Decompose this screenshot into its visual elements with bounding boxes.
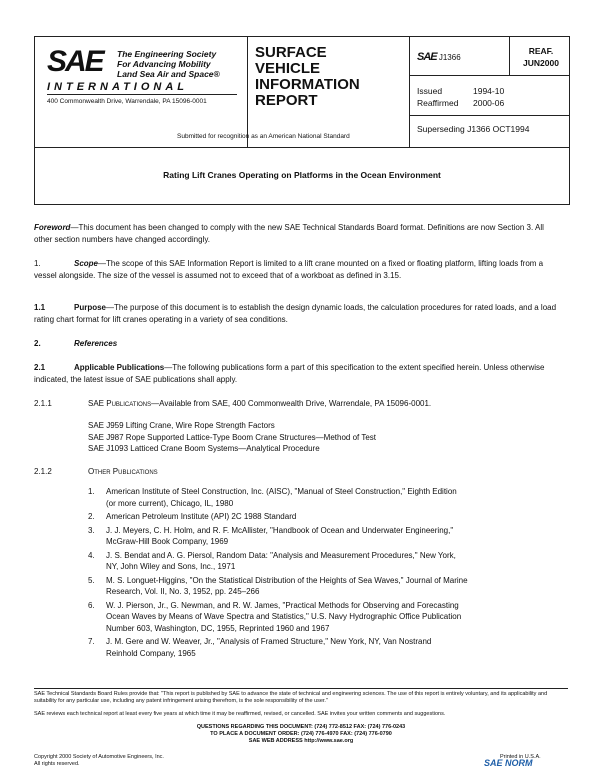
list-item <box>88 525 564 548</box>
section-scope <box>34 258 564 281</box>
list-item <box>88 636 564 659</box>
copyright-line: Copyright 2000 Society of Automotive Engineers, Inc. <box>34 754 164 760</box>
foreword <box>34 222 564 245</box>
footer-review: SAE reviews each technical report at least every five years at which time it may be reaffirmed, revised, or cancelled. SAE invites your written comments and suggestions. <box>34 711 446 717</box>
header-box <box>34 36 570 148</box>
sae-norm-logo: SAE NORM <box>484 758 533 768</box>
divider <box>247 37 248 147</box>
divider <box>47 94 237 95</box>
doc-number-value: J1366 <box>438 53 461 62</box>
tagline-line: For Advancing Mobility <box>117 59 211 69</box>
foreword-text: —This document has been changed to comply with the new SAE Technical Standards Board format. Definitions are now Section 3. All other section numbers have changed accordingly. <box>34 223 544 244</box>
report-type-line: SURFACE <box>255 44 327 61</box>
list-number: 3. <box>88 525 95 535</box>
issued-value: 1994-10 <box>473 86 505 96</box>
list-text: Ocean Waves by Means of Wave Spectra and Statistics," U.S. Navy Hydrographic Office Publication <box>106 612 462 621</box>
doc-number <box>417 51 461 63</box>
section-number: 1. <box>34 259 41 268</box>
sae-tagline <box>117 49 220 79</box>
list-item <box>88 575 564 598</box>
sae-pub-list <box>88 420 376 455</box>
reaffirmed-row <box>417 97 504 109</box>
section-label: Purpose <box>74 303 107 312</box>
list-item: SAE J959 Lifting Crane, Wire Rope Strength Factors <box>88 421 275 430</box>
list-text: Number 603, Washington, DC, 1955, Reprinted 1960 and 1967 <box>106 623 330 633</box>
list-item: SAE J1093 Latticed Crane Boom Systems—Analytical Procedure <box>88 444 320 453</box>
list-text: M. S. Longuet-Higgins, "On the Statistical Distribution of the Heights of Sea Waves," Journal of Marine <box>106 575 468 585</box>
issued-label: Issued <box>417 86 443 96</box>
reaffirmed-label: Reaffirmed <box>417 98 459 108</box>
status-line: REAF. <box>528 46 554 56</box>
list-text: NY, John Wiley and Sons, Inc., 1971 <box>106 562 236 571</box>
list-number: 4. <box>88 550 95 560</box>
footer-policy: SAE Technical Standards Board Rules provide that: "This report is published by SAE to advance the state of technical and engineering sciences. The use of this report is entirely voluntary, and its applicability and suitability for any particular use, including any patent infringement arising therefrom, is the sole responsibility of the user." <box>34 691 548 704</box>
list-number: 5. <box>88 575 95 585</box>
report-type-line: REPORT <box>255 92 318 109</box>
doc-logo: SAE <box>417 51 437 63</box>
list-text: American Institute of Steel Construction, Inc. (AISC), "Manual of Steel Construction," Eighth Edition <box>106 487 457 496</box>
divider <box>509 37 510 75</box>
copyright-line: All rights reserved. <box>34 761 80 767</box>
sae-logo: SAE <box>47 45 103 78</box>
other-pub-list <box>88 486 564 661</box>
section-label: Applicable Publications <box>74 363 165 372</box>
section-sae-pubs <box>88 398 431 410</box>
section-text: —Available from SAE, 400 Commonwealth Drive, Warrendale, PA 15096-0001. <box>151 399 432 408</box>
status-badge <box>515 45 567 69</box>
list-item <box>88 486 564 509</box>
section-number: 2. <box>34 339 41 348</box>
printed-note: Printed in U.S.A. <box>500 754 541 760</box>
report-type-line: VEHICLE <box>255 60 321 77</box>
section-text: —The purpose of this document is to establish the design dynamic loads, the calculation procedures for rated loads, and a load rating chart format for lift cranes operating in a variety of sea conditions. <box>34 303 557 324</box>
list-text: McGraw-Hill Book Company, 1969 <box>106 537 229 546</box>
section-purpose <box>34 302 564 325</box>
footer-questions: QUESTIONS REGARDING THIS DOCUMENT: (724) 772-8512 FAX: (724) 776-0243 <box>196 724 406 730</box>
section-label: References <box>74 339 118 348</box>
list-item <box>88 600 564 635</box>
divider <box>409 75 569 76</box>
list-text: J. S. Bendat and A. G. Piersol, Random Data: "Analysis and Measurement Procedures," New York, <box>106 550 456 560</box>
list-text: J. J. Meyers, C. H. Holm, and R. F. McAllister, "Handbook of Ocean and Underwater Engineering," <box>106 525 454 535</box>
list-text: American Petroleum Institute (API) 2C 1988 Standard <box>106 512 297 521</box>
section-number: 2.1.1 <box>34 399 52 408</box>
list-text: (or more current), Chicago, IL, 1980 <box>106 498 234 508</box>
section-text: —The scope of this SAE Information Report is limited to a lift crane mounted on a fixed or floating platform, lifting loads from a vessel alongside. The size of the vessel is assumed not to exceed that of a workboat as defined in 3.15. <box>34 259 544 280</box>
title-box <box>34 146 570 205</box>
sae-address: 400 Commonwealth Drive, Warrendale, PA 15096-0001 <box>47 98 207 105</box>
divider <box>409 115 569 116</box>
list-item: SAE J987 Rope Supported Lattice-Type Boom Crane Structures—Method of Test <box>88 432 377 442</box>
section-number: 2.1 <box>34 363 46 372</box>
copyright <box>34 754 164 768</box>
section-applicable <box>34 362 564 385</box>
tagline-line: Land Sea Air and Space® <box>117 69 220 79</box>
doc-title: Rating Lift Cranes Operating on Platforms in the Ocean Environment <box>163 170 441 180</box>
list-number: 7. <box>88 637 95 646</box>
submitted-note: Submitted for recognition as an American National Standard <box>177 133 350 140</box>
list-number: 6. <box>88 600 95 610</box>
list-text: W. J. Pierson, Jr., G. Newman, and R. W. James, "Practical Methods for Observing and Forecasting <box>106 600 459 610</box>
report-type <box>255 45 360 109</box>
list-text: J. M. Gere and W. Weaver, Jr., "Analysis of Framed Structure," New York, NY, Van Nostrand <box>106 637 432 646</box>
report-type-line: INFORMATION <box>255 76 360 93</box>
footer-divider <box>34 688 568 689</box>
list-number: 1. <box>88 487 95 496</box>
section-number: 2.1.2 <box>34 467 52 476</box>
section-label: Other Publications <box>88 467 158 476</box>
foreword-label: Foreword <box>34 223 71 232</box>
list-text: Research, Vol. II, No. 3, 1952, pp. 245–266 <box>106 587 260 596</box>
issued-row <box>417 85 504 97</box>
status-line: JUN2000 <box>523 58 559 68</box>
list-item <box>88 511 564 523</box>
footer-contacts <box>34 724 568 745</box>
list-text: Reinhold Company, 1965 <box>106 648 196 658</box>
section-label: SAE Publications <box>88 399 152 408</box>
footer-web: SAE WEB ADDRESS http://www.sae.org <box>248 738 354 744</box>
footer-order: TO PLACE A DOCUMENT ORDER: (724) 776-4970 FAX: (724) 776-0790 <box>210 731 392 737</box>
superseding: Superseding J1366 OCT1994 <box>417 124 530 134</box>
list-number: 2. <box>88 512 95 521</box>
section-label: Scope <box>74 259 99 268</box>
list-item <box>88 550 564 573</box>
tagline-line: The Engineering Society <box>117 49 217 59</box>
international-label: INTERNATIONAL <box>47 81 189 93</box>
section-text: —The following publications form a part of this specification to the extent specified herein. Unless otherwise indicated, the latest issue of SAE publications shall apply. <box>34 363 545 384</box>
reaffirmed-value: 2000-06 <box>473 98 505 108</box>
section-number: 1.1 <box>34 303 46 312</box>
divider <box>409 37 410 147</box>
